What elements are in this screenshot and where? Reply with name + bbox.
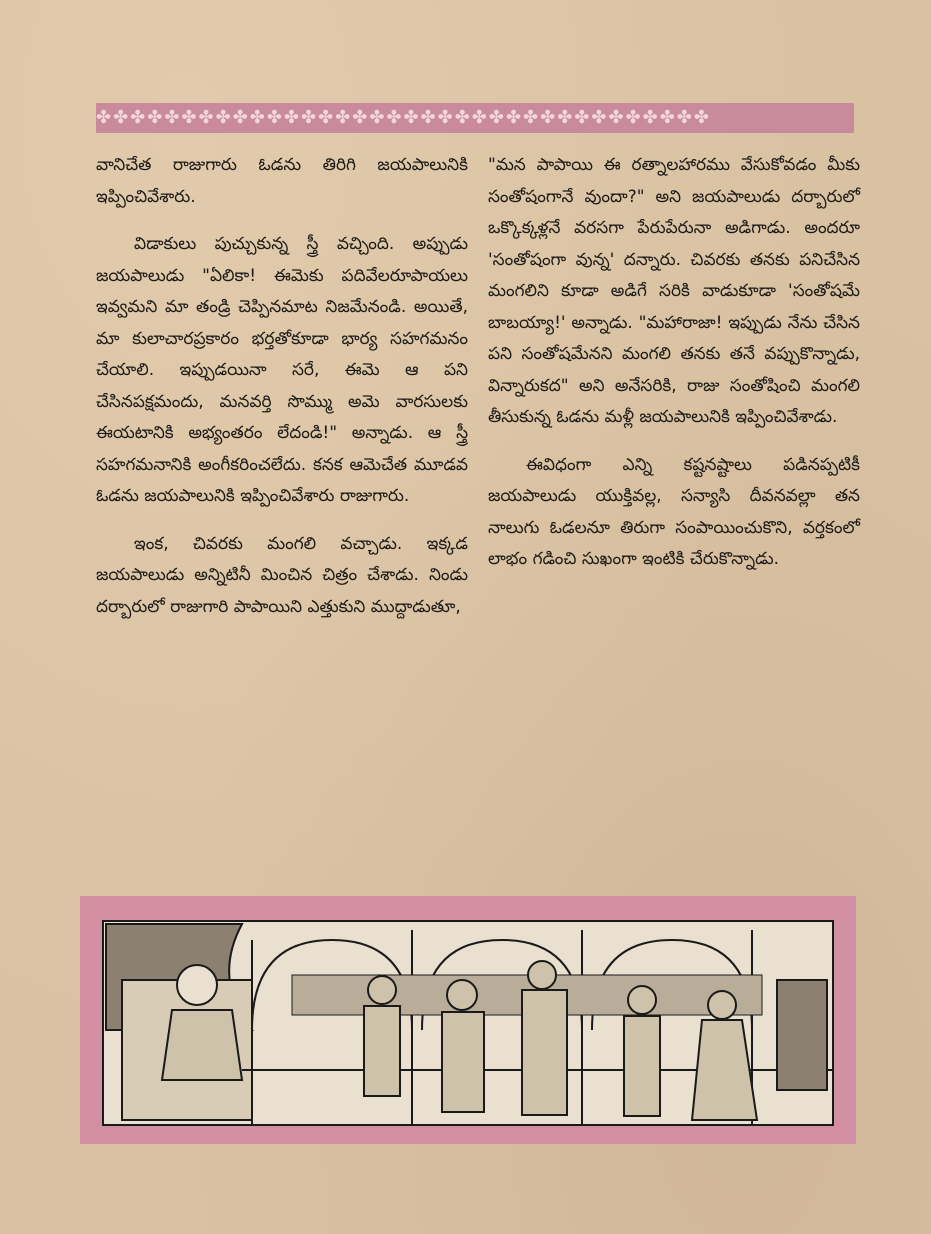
left-text-column [96,150,468,639]
right-text-column [488,150,860,592]
court-scene-drawing [102,920,834,1126]
court-illustration [80,896,856,1144]
paragraph: విడాకులు పుచ్చుకున్న స్త్రీ వచ్చింది. అప్పుడు జయపాలుడు "ఏలికా! ఈమెకు పదివేలరూపాయలు ఇవ్వమని మా తండ్రి చెప్పినమాట నిజమేనండి. అయితే, మా కులాచారప్రకారం భర్తతోకూడా భార్య సహగమనం చేయాలి. ఇప్పుడయినా సరే, ఈమె ఆ పని చేసినపక్షమందు, మనవర్తి సొమ్ము అమె వారసులకు ఈయటానికి అభ్యంతరం లేదండి!" అన్నాడు. ఆ స్త్రీ సహగమనానికి అంగీకరించలేదు. కనక ఆమెచేత మూడవ ఓడను జయపాలునికి ఇప్పించివేశారు రాజుగారు. [96,234,468,506]
border-ornament: ✤✤✤✤✤✤✤✤✤✤✤✤✤✤✤✤✤✤✤✤✤✤✤✤✤✤✤✤✤✤✤✤✤✤✤✤ [96,107,711,128]
paragraph: వానిచేత రాజుగారు ఓడను తిరిగి జయపాలునికి ఇప్పించివేశారు. [96,155,468,207]
paragraph: ఈవిధంగా ఎన్ని కష్టనష్టాలు పడినప్పటికీ జయపాలుడు యుక్తివల్ల, సన్యాసి దీవనవల్లా తన నాలుగు ఓడలనూ తిరుగా సంపాయించుకొని, వర్తకంలో లాభం గడించి సుఖంగా ఇంటికి చేరుకొన్నాడు. [488,454,860,569]
paragraph: "మన పాపాయి ఈ రత్నాలహారము వేసుకోవడం మీకు సంతోషంగానే వుందా?" అని జయపాలుడు దర్బారులో ఒక్కొక్కళ్లనే వరసగా పేరుపేరునా అడిగాడు. అందరూ 'సంతోషంగా వున్న' దన్నారు. చివరకు తనకు పనిచేసిన మంగలిని కూడా అడిగే సరికి వాడుకూడా 'సంతోషమే బాబయ్యా!' అన్నాడు. "మహారాజా! ఇప్పుడు నేను చేసిన పని సంతోషమేనని మంగలి తనకు తనే వప్పుకొన్నాడు, విన్నారుకద" అని అనేసరికి, రాజు సంతోషించి మంగలి తీసుకున్న ఓడను మళ్లీ జయపాలునికి ఇప్పించివేశాడు. [488,155,860,427]
decorative-border [96,103,854,133]
paragraph: ఇంక, చివరకు మంగలి వచ్చాడు. ఇక్కడ జయపాలుడు అన్నిటినీ మించిన చిత్రం చేశాడు. నిండు దర్బారులో రాజుగారి పాపాయిని ఎత్తుకుని ముద్దాడుతూ, [96,533,468,617]
